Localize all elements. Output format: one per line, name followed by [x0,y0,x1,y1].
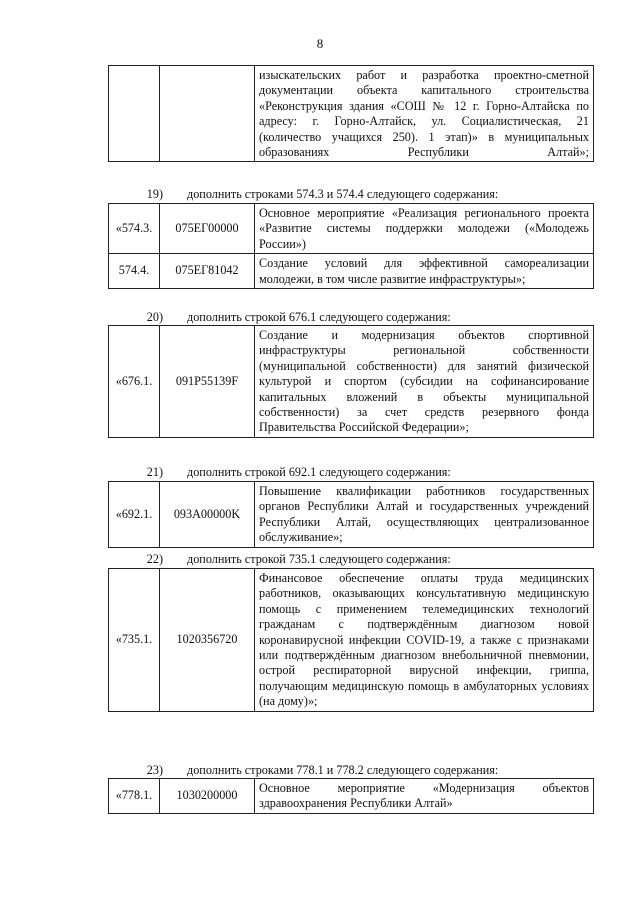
row-text-cell: Создание условий для эффективной самореализации молодежи, в том числе развитие инфраструктуры»; [255,254,594,289]
table-row [109,66,594,162]
amendment-instruction-21 [108,465,594,480]
row-target-cell: 091P55139F [160,326,255,438]
instruction-text: дополнить строкой 692.1 следующего содержания: [187,465,451,479]
instruction-text: дополнить строкой 676.1 следующего содержания: [187,310,451,324]
table-block-574 [108,203,594,289]
row-code-cell: «735.1. [109,569,160,712]
row-target-cell: 075ЕГ00000 [160,204,255,254]
instruction-number: 21) [146,465,163,479]
table-row [109,482,594,548]
table-row [109,779,594,814]
row-text-cell: Создание и модернизация объектов спортивной инфраструктуры региональной собственности (муниципальной собственности) для занятий физической культурой и спортом (субсидии на софинансирование капитальных вложений в объекты муниципальной собственности) за счет средств резервного фонда Правительства Российской Федерации»; [255,326,594,438]
row-text-cell: Повышение квалификации работников государственных органов Республики Алтай и государственных учреждений Республики Алтай, осуществляющих централизованное обслуживание»; [255,482,594,548]
amendment-instruction-19 [108,187,594,202]
row-code-cell: «692.1. [109,482,160,548]
amendment-instruction-22 [108,552,594,567]
row-target-cell: 1020356720 [160,569,255,712]
row-code-cell [109,66,160,162]
row-target-cell: 1030200000 [160,779,255,814]
row-target-cell [160,66,255,162]
row-target-cell: 075ЕГ81042 [160,254,255,289]
row-code-cell: 574.4. [109,254,160,289]
table-row [109,204,594,254]
table-row [109,326,594,438]
table-block-692 [108,481,594,548]
table-block-778 [108,778,594,814]
row-target-cell: 093A00000K [160,482,255,548]
instruction-number: 22) [146,552,163,566]
row-code-cell: «778.1. [109,779,160,814]
row-text-cell: изыскательских работ и разработка проектно-сметной документации объекта капитального строительства «Реконструкция здания «СОШ № 12 г. Горно-Алтайска по адресу: г. Горно-Алтайск, ул. Социалистическая, 21 (количество учащихся 250). 1 этап)» в муниципальных образованиях Республики Алтай»; [255,66,594,162]
table-row [109,254,594,289]
table-block-735 [108,568,594,712]
amendment-instruction-20 [108,310,594,325]
instruction-number: 23) [146,763,163,777]
table-block-676 [108,325,594,438]
instruction-text: дополнить строкой 735.1 следующего содержания: [187,552,451,566]
row-text-cell: Основное мероприятие «Реализация регионального проекта «Развитие системы поддержки молодежи («Молодежь России») [255,204,594,254]
table-row [109,569,594,712]
instruction-number: 20) [146,310,163,324]
row-text-cell: Финансовое обеспечение оплаты труда медицинских работников, оказывающих консультативную медицинскую помощь с применением телемедицинских технологий гражданам с подтверждённым диагнозом новой коронавирусной инфекции COVID-19, а также с признаками или подтверждённым диагнозом внебольничной пневмонии, острой респираторной вирусной инфекции, гриппа, получающим медицинскую помощь в амбулаторных условиях (на дому)»; [255,569,594,712]
row-code-cell: «676.1. [109,326,160,438]
instruction-number: 19) [146,187,163,201]
instruction-text: дополнить строками 574.3 и 574.4 следующего содержания: [187,187,499,201]
row-code-cell: «574.3. [109,204,160,254]
instruction-text: дополнить строками 778.1 и 778.2 следующего содержания: [187,763,499,777]
row-text-cell: Основное мероприятие «Модернизация объектов здравоохранения Республики Алтай» [255,779,594,814]
amendment-instruction-23 [108,763,594,778]
table-block-continued [108,65,594,162]
page-number: 8 [316,36,324,51]
